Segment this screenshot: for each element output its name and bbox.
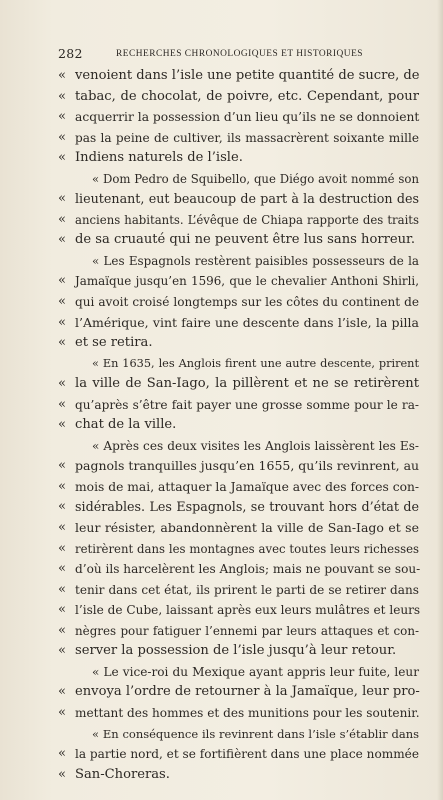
quote-mark: « <box>58 520 67 536</box>
text-line <box>0 724 443 745</box>
quote-mark: « <box>58 684 67 700</box>
text-line <box>0 66 443 87</box>
line-text: « Les Espagnols restèrent paisibles possesseurs de la <box>92 253 419 268</box>
line-text: anciens habitants. L’évêque de Chiapa rapporte des traits <box>75 212 419 227</box>
text-line <box>0 292 443 313</box>
quote-mark: « <box>58 314 67 330</box>
text-line <box>0 703 443 724</box>
line-text: mois de mai, attaquer la Jamaïque avec des forces con- <box>75 479 420 494</box>
quote-mark: « <box>58 211 67 227</box>
quote-mark: « <box>58 622 67 638</box>
page-number: 282 <box>58 46 83 61</box>
quote-mark: « <box>58 294 67 310</box>
text-line <box>0 641 443 662</box>
line-text: tenir dans cet état, ils prirent le parti de se retirer dans <box>75 582 419 597</box>
line-text: qu’après s’être fait payer une grosse somme pour le ra- <box>75 397 419 412</box>
quote-mark: « <box>58 232 67 248</box>
line-text: Jamaïque jusqu’en 1596, que le chevalier Anthoni Shirli, <box>75 274 419 289</box>
line-text: qui avoit croisé longtemps sur les côtes du continent de <box>75 295 419 310</box>
text-line <box>0 374 443 395</box>
line-text: chat de la ville. <box>75 417 177 433</box>
text-line <box>0 765 443 786</box>
quote-mark: « <box>58 109 67 125</box>
text-line <box>0 271 443 292</box>
line-text: nègres pour fatiguer l’ennemi par leurs attaques et con- <box>75 623 419 638</box>
text-line <box>0 251 443 272</box>
text-line <box>0 621 443 642</box>
quote-mark: « <box>58 561 67 577</box>
text-line <box>0 662 443 683</box>
text-line <box>0 456 443 477</box>
text-line <box>0 354 443 375</box>
text-line <box>0 169 443 190</box>
quote-mark: « <box>58 478 67 494</box>
text-line <box>0 600 443 621</box>
text-line <box>0 477 443 498</box>
line-text: San-Choreras. <box>75 766 170 782</box>
quote-mark: « <box>58 766 67 782</box>
quote-mark: « <box>58 581 67 597</box>
line-text: et se retira. <box>75 335 153 351</box>
line-text: lieutenant, eut beaucoup de part à la destruction des <box>75 191 419 207</box>
line-text: sidérables. Les Espagnols, se trouvant hors d’état de <box>75 499 419 515</box>
line-text: l’Amérique, vint faire une descente dans l’isle, la pilla <box>75 314 419 330</box>
line-text: venoient dans l’isle une petite quantité de sucre, de <box>75 68 420 83</box>
text-line <box>0 107 443 128</box>
quote-mark: « <box>58 458 67 474</box>
line-text: tabac, de chocolat, de poivre, etc. Cependant, pour <box>75 88 419 104</box>
line-text: l’isle de Cube, laissant après eux leurs mulâtres et leurs <box>75 603 421 618</box>
text-line <box>0 497 443 518</box>
text-line <box>0 230 443 251</box>
text-line <box>0 148 443 169</box>
quote-mark: « <box>58 417 67 433</box>
line-text: la ville de San-Iago, la pillèrent et ne se retirèrent <box>75 376 419 392</box>
running-title: RECHERCHES CHRONOLOGIQUES ET HISTORIQUES <box>116 49 364 59</box>
quote-mark: « <box>58 129 67 145</box>
text-line <box>0 87 443 108</box>
line-text: « Après ces deux visites les Anglois laissèrent les Es- <box>92 438 419 453</box>
line-text: leur résister, abandonnèrent la ville de San-Iago et se <box>75 520 419 536</box>
line-text: la partie nord, et se fortifièrent dans une place nommée <box>75 747 419 762</box>
quote-mark: « <box>58 499 67 515</box>
line-text: pagnols tranquilles jusqu’en 1655, qu’ils revinrent, au <box>75 458 420 474</box>
quote-mark: « <box>58 704 67 720</box>
text-line <box>0 559 443 580</box>
text-line <box>0 189 443 210</box>
quote-mark: « <box>58 273 67 289</box>
quote-mark: « <box>58 88 67 104</box>
line-text: mettant des hommes et des munitions pour les soutenir. <box>75 705 420 720</box>
text-line <box>0 518 443 539</box>
text-line <box>0 313 443 334</box>
page-header <box>58 47 418 61</box>
text-line <box>0 682 443 703</box>
line-text: retirèrent dans les montagnes avec toutes leurs richesses <box>75 541 419 556</box>
text-line <box>0 580 443 601</box>
quote-mark: « <box>58 376 67 392</box>
body-text <box>0 66 443 785</box>
line-text: acquerrir la possession d’un lieu qu’ils ne se donnoient <box>75 110 420 125</box>
text-line <box>0 744 443 765</box>
line-text: Indiens naturels de l’isle. <box>75 150 243 166</box>
line-text: server la possession de l’isle jusqu’à leur retour. <box>75 643 397 659</box>
quote-mark: « <box>58 191 67 207</box>
line-text: « Dom Pedro de Squibello, que Diégo avoit nommé son <box>92 171 419 186</box>
quote-mark: « <box>58 150 67 166</box>
quote-mark: « <box>58 68 67 83</box>
text-line <box>0 210 443 231</box>
text-line <box>0 539 443 560</box>
line-text: « En 1635, les Anglois firent une autre descente, prirent <box>92 356 419 370</box>
quote-mark: « <box>58 540 67 556</box>
line-text: « Le vice-roi du Mexique ayant appris leur fuite, leur <box>92 664 419 679</box>
line-text: de sa cruauté qui ne peuvent être lus sans horreur. <box>75 232 416 248</box>
text-line <box>0 415 443 436</box>
quote-mark: « <box>58 396 67 412</box>
quote-mark: « <box>58 643 67 659</box>
text-line <box>0 128 443 149</box>
line-text: « En conséquence ils revinrent dans l’isle s’établir dans <box>92 726 419 741</box>
quote-mark: « <box>58 602 67 618</box>
line-text: envoya l’ordre de retourner à la Jamaïque, leur pro- <box>75 684 420 700</box>
line-text: d’où ils harcelèrent les Anglois; mais ne pouvant se sou- <box>75 562 421 577</box>
text-line <box>0 395 443 416</box>
text-line <box>0 333 443 354</box>
quote-mark: « <box>58 335 67 351</box>
text-line <box>0 436 443 457</box>
line-text: pas la peine de cultiver, ils massacrèrent soixante mille <box>75 130 419 145</box>
quote-mark: « <box>58 746 67 762</box>
